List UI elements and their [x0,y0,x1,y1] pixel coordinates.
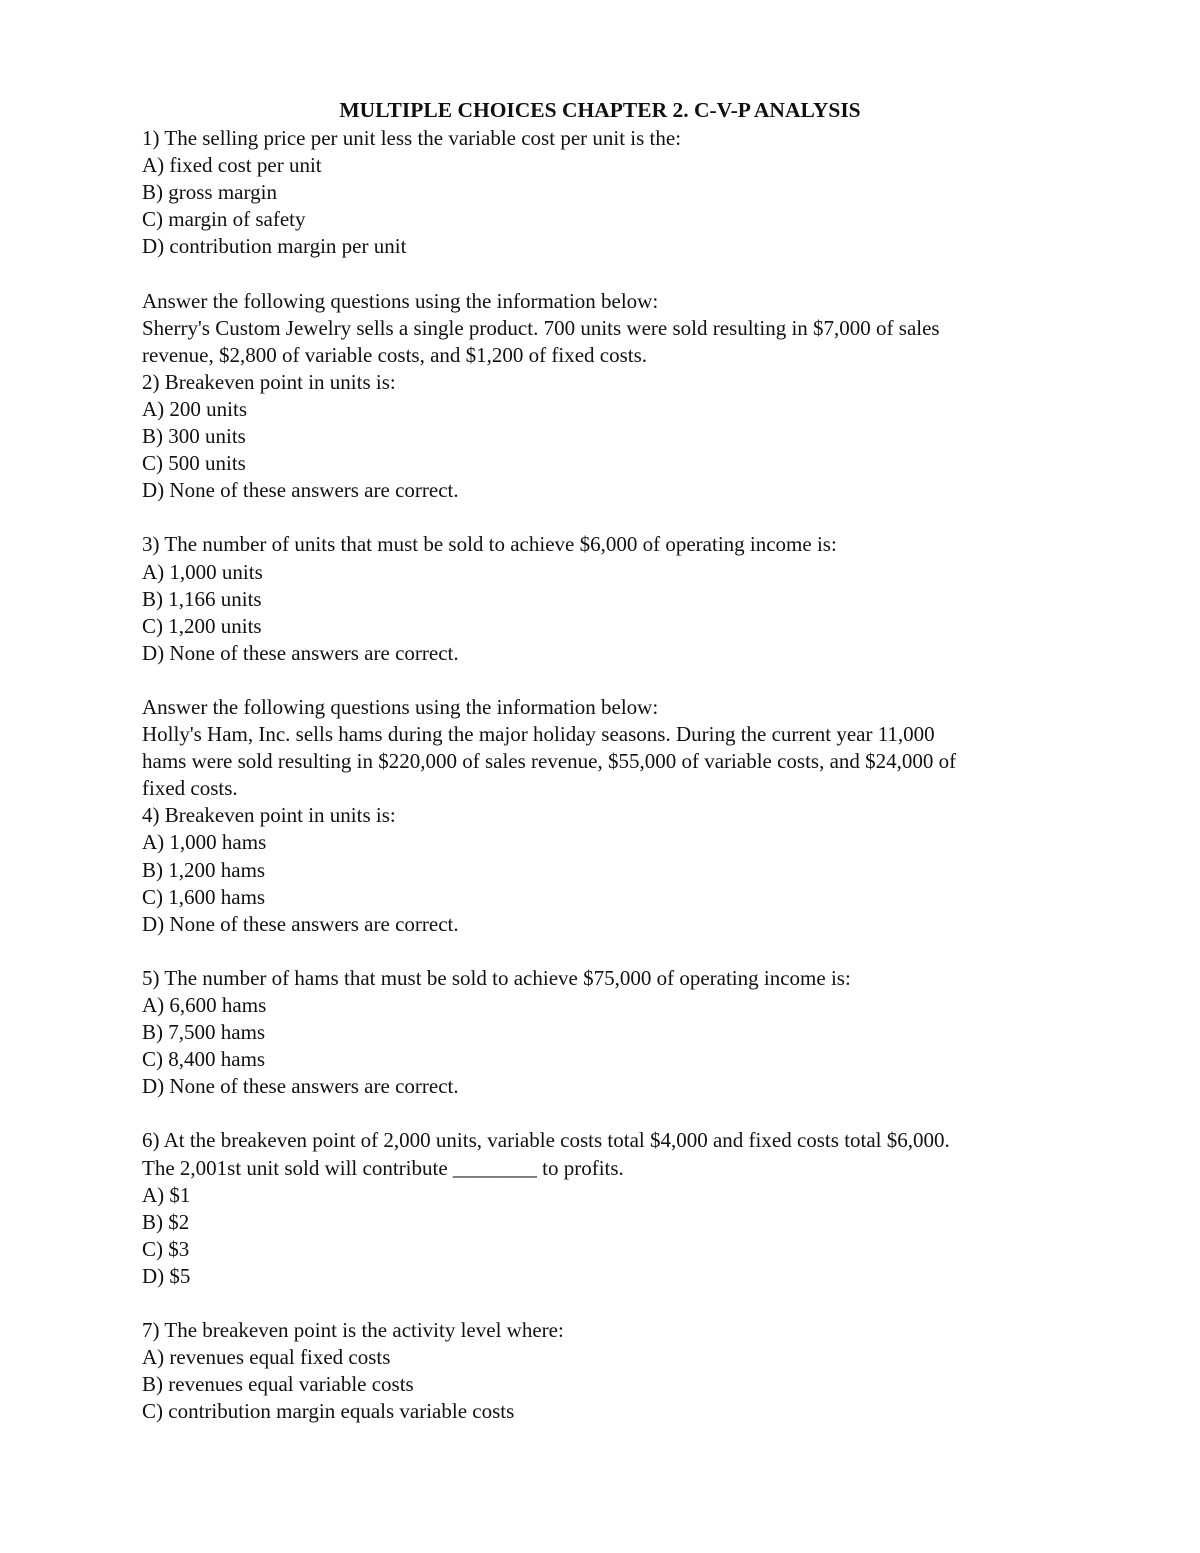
answer-option: A) 6,600 hams [142,993,267,1017]
question-stem: 1) The selling price per unit less the variable cost per unit is the: [142,126,682,150]
answer-option: C) margin of safety [142,207,306,232]
answer-option: B) 1,166 units [142,586,262,611]
blank-line [142,1290,1062,1317]
answer-option: B) 7,500 hams [142,1020,266,1045]
text-line: fixed costs. [142,776,238,801]
answer-option: C) contribution margin equals variable costs [142,1399,515,1424]
text-line: revenue, $2,800 of variable costs, and $1,200 of fixed costs. [142,342,648,367]
answer-option: A) fixed cost per unit [142,153,322,178]
text-line: hams were sold resulting in $220,000 of sales revenue, $55,000 of variable costs, and $24,000 of [142,749,957,774]
answer-option: C) 1,600 hams [142,884,266,909]
text-line: The 2,001st unit sold will contribute ________ to profits. [142,1155,624,1180]
answer-option: D) contribution margin per unit [142,234,407,259]
text-line: Sherry's Custom Jewelry sells a single product. 700 units were sold resulting in $7,000 of sales [142,315,940,340]
answer-option: C) $3 [142,1236,190,1261]
question-stem: 2) Breakeven point in units is: [142,369,396,394]
text-line: Holly's Ham, Inc. sells hams during the major holiday seasons. During the current year 11,000 [142,722,935,747]
question-stem: 5) The number of hams that must be sold to achieve $75,000 of operating income is: [142,965,851,990]
question-stem: 7) The breakeven point is the activity level where: [142,1318,564,1343]
question-list [142,125,1062,1426]
page-title: MULTIPLE CHOICES CHAPTER 2. C-V-P ANALYSIS [339,98,861,122]
question-stem: 4) Breakeven point in units is: [142,803,396,828]
question-stem: 6) At the breakeven point of 2,000 units, variable costs total $4,000 and fixed costs total $6,000. [142,1128,950,1153]
answer-option: D) None of these answers are correct. [142,911,459,936]
answer-option: C) 500 units [142,451,246,476]
answer-option: D) $5 [142,1263,191,1288]
text-line: Answer the following questions using the information below: [142,288,659,313]
answer-option: A) 1,000 hams [142,830,267,855]
text-line: Answer the following questions using the information below: [142,694,659,719]
answer-option: A) revenues equal fixed costs [142,1345,391,1370]
answer-option: B) 300 units [142,424,246,449]
answer-option: B) 1,200 hams [142,857,266,882]
answer-option: B) gross margin [142,180,277,205]
blank-line [142,1100,1062,1127]
answer-option: A) 200 units [142,396,247,421]
answer-option: D) None of these answers are correct. [142,640,459,665]
answer-option: A) 1,000 units [142,559,263,584]
answer-option: B) $2 [142,1209,190,1234]
answer-option: B) revenues equal variable costs [142,1372,414,1397]
answer-option: A) $1 [142,1182,191,1207]
answer-option: D) None of these answers are correct. [142,1074,459,1099]
answer-option: D) None of these answers are correct. [142,478,459,503]
answer-option: C) 1,200 units [142,613,262,638]
question-stem: 3) The number of units that must be sold to achieve $6,000 of operating income is: [142,532,837,557]
blank-line [142,504,1062,531]
answer-option: C) 8,400 hams [142,1047,266,1072]
blank-line [142,260,1062,287]
blank-line [142,938,1062,965]
blank-line [142,667,1062,694]
